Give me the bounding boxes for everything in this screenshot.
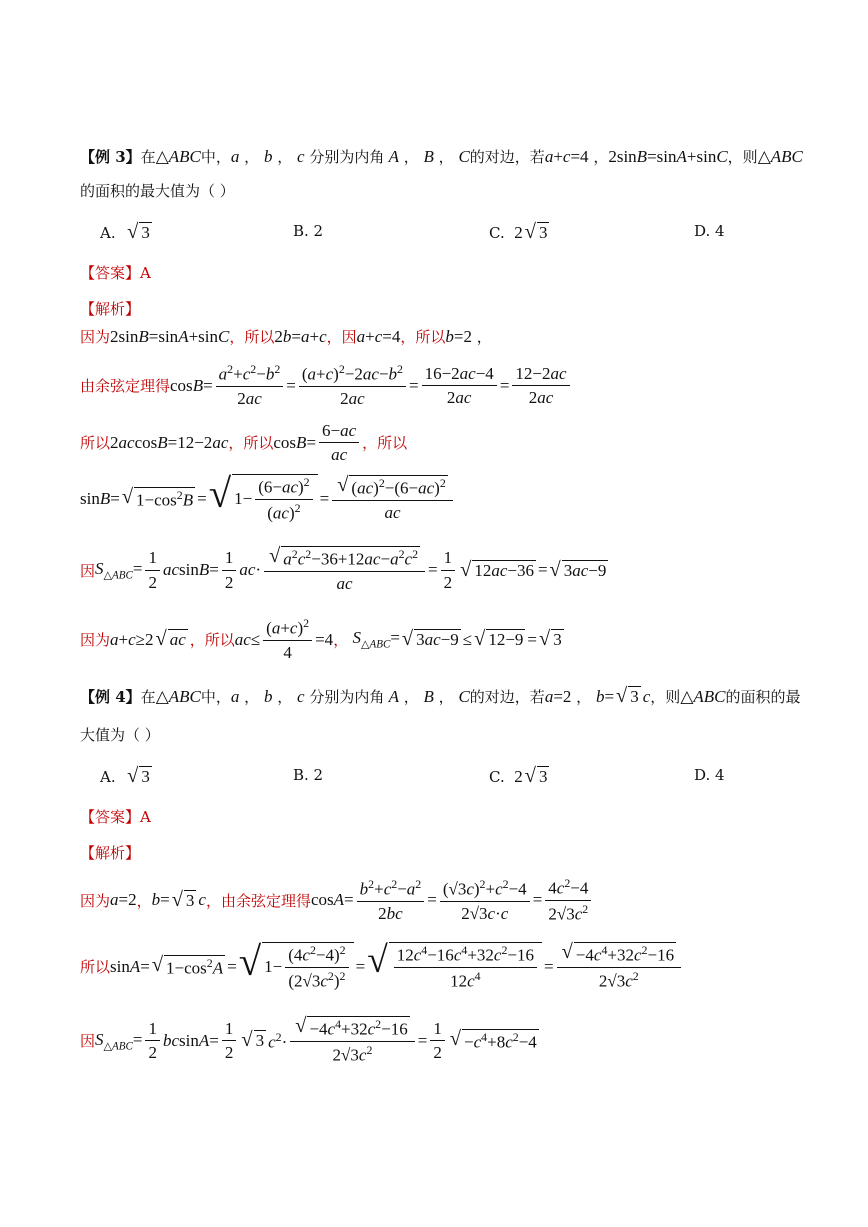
ex3-solution-step3: 所以 2accosB=12−2ac ，所以 cosB= $\frac{6-ac}{ac}$ ，所以 (80, 421, 408, 465)
ex4-option-d[interactable]: D. 4 (694, 766, 725, 784)
ex4-question-line2: 大值为（ ） (80, 726, 160, 744)
ex4-tag: 【例 4】 (80, 688, 141, 706)
ex3-question-line2: 的面积的最大值为（ ） (80, 182, 235, 200)
ex3-analysis-label: 【解析】 (80, 300, 141, 318)
ex3-answer: 【答案】A (80, 264, 151, 282)
ex4-option-b[interactable]: B. 2 (293, 766, 324, 784)
ex4-solution-step1: 因为 a=2 ， b= √ 3 c ，由余弦定理得 cosA= $\frac{b^2+c^2-a^2}{2bc}$ = $\frac{(√3c)^2+c^2-4}{2√3c\cdot c}$ = $\frac{4c^2-4}{2√3c^2}$ (80, 876, 594, 925)
ex4-question-line1: 【例 4】 在 △ABC 中， a ， b ， c 分别为内角 A ， B ， C 的对边，若 a=2 ， b= √ 3 c ，则 △ABC 的面积的最 (80, 685, 801, 707)
ex3-tag: 【例 3】 (80, 148, 141, 166)
ex3-solution-step1: 因为 2sinB=sinA+sinC ，所以 2b=a+c ，因 a+c=4 ，所以 b=2 ， (80, 326, 492, 346)
ex3-solution-step6: 因为 a+c≥2 √ ac ，所以 ac≤ $\frac{(a+c)^2}{4}$ =4 ， $S_{\triangle ABC}=$ √ 3ac−9 ≤ √ 12−9 = √ 3 (80, 616, 562, 662)
ex3-solution-step2: 由余弦定理得 cosB= $\frac{a^2+c^2-b^2}{2ac}$ = $\frac{(a+c)^2-2ac-b^2}{2ac}$ = $\frac{16-2ac-4}{2ac}$ = $\frac{12-2ac}{2ac}$ (80, 362, 573, 409)
ex4-answer: 【答案】A (80, 808, 151, 826)
ex3-options (100, 222, 868, 243)
ex4-solution-step3: 因 $S_{\triangle ABC}=$ $\frac{1}{2}$ bcsinA= $\frac{1}{2}$ √ 3 $c^2\cdot$ √ $-4c^4+32c^2-16$ $2√3c^2$ = $\frac{1}{2}$ √ $-c^4+8c^2-4$ (80, 1015, 537, 1065)
ex3-option-b[interactable]: B. 2 (293, 222, 324, 240)
ex3-option-d[interactable]: D. 4 (694, 222, 725, 240)
ex3-option-c[interactable]: C. 2 √ 3 (489, 221, 548, 243)
ex4-option-a[interactable]: A. √ 3 (100, 765, 150, 787)
ex3-solution-step5: 因 $S_{\triangle ABC}=$ $\frac{1}{2}$ acsinB= $\frac{1}{2}$ ac· √ $a^2c^2-36+12ac-a^2c^2$ ac = $\frac{1}{2}$ √ 12ac−36 = √ 3ac−9 (80, 545, 607, 593)
ex4-solution-step2: 所以 sinA= √ $1-\cos^2A$ = √ 1− $\frac{(4c^2-4)^2}{(2√3c^2)^2}$ = √ $\frac{12c^4-16c^4+32c^2-16}{12c^4}$ = √ $-4c^4+32c^2-16$ $2√3c^2$ (80, 942, 684, 992)
ex4-option-c[interactable]: C. 2 √ 3 (489, 765, 548, 787)
ex3-solution-step4: sinB= √ $1-\cos^2B$ = √ 1− $\frac{(6-ac)^2}{(ac)^2}$ = √ $(ac)^2-(6-ac)^2$ ac (80, 474, 456, 524)
ex4-options (100, 766, 868, 787)
ex4-analysis-label: 【解析】 (80, 844, 141, 862)
ex3-question-line1: 【例 3】 在 △ABC 中， a ， b ， c 分别为内角 A ， B ， C 的对边，若 a+c=4 ， 2sinB=sinA+sinC ，则 △ABC (80, 146, 803, 166)
ex3-option-a[interactable]: A. √ 3 (100, 221, 150, 243)
